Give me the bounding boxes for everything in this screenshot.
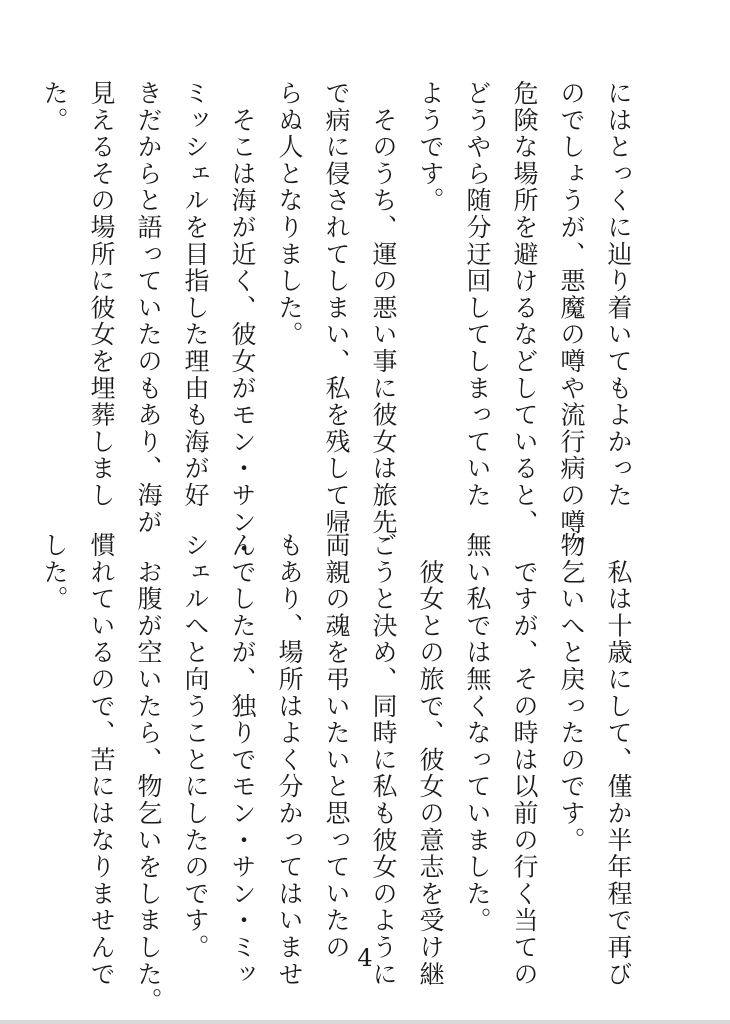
text-line: そこは海が近く、彼女がモン・サン・ [228,80,257,563]
text-line: した。 [40,532,69,613]
text-block-lower [40,532,642,1015]
text-line: 彼女との旅で、彼女の意志を受け継 [416,532,445,988]
text-line: 見えるその場所に彼女を埋葬しまし [87,80,116,509]
text-line: そのうち、運の悪い事に彼女は旅先 [369,80,398,536]
text-line: 無い私では無くなっていました。 [463,532,492,934]
text-line: ごうと決め、同時に私も彼女のように [369,532,398,988]
text-line: もあり、場所はよく分かってはいませ [275,532,304,988]
text-line: のでしょうが、悪魔の噂や流行病の噂、 [557,80,586,563]
text-line: 物乞いへと戻ったのです。 [557,532,586,854]
text-line: ようです。 [416,80,445,214]
text-line: お腹が空いたら、物乞いをしました。 [134,532,163,1015]
text-line: ですが、その時は以前の行く当ての [510,532,539,988]
text-line: で病に侵されてしまい、私を残して帰 [322,80,351,536]
text-block-upper [40,80,642,563]
text-line: シェルへと向うことにしたのです。 [181,532,210,961]
text-line: んでしたが、独りでモン・サン・ミッ [228,532,257,988]
text-line: どうやら随分迂回してしまっていた [463,80,492,509]
text-line: らぬ人となりました。 [275,80,304,348]
text-line: きだからと語っていたのもあり、海が [134,80,163,536]
text-line: 危険な場所を避けるなどしていると、 [510,80,539,536]
page-number: 4 [357,944,373,972]
page-edge-divider [0,1020,730,1024]
text-line: 両親の魂を弔いたいと思っていたの [322,532,351,961]
text-line: ミッシェルを目指した理由も海が好 [181,80,210,509]
text-line: た。 [40,80,69,134]
text-line: にはとっくに辿り着いてもよかった [604,80,633,509]
text-line: 私は十歳にして、僅か半年程で再び [604,532,633,988]
text-line: 慣れているので、苦にはなりませんで [87,532,116,988]
